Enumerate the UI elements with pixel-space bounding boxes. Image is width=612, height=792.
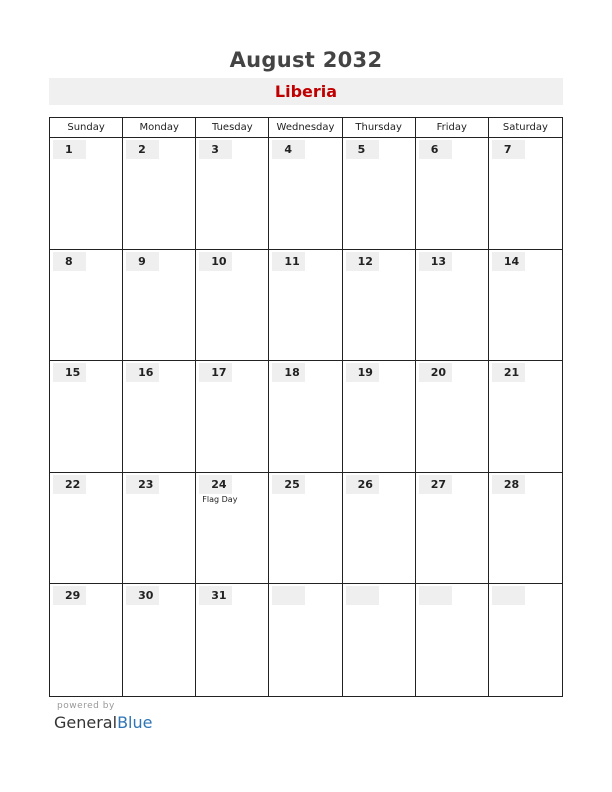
country-name: Liberia bbox=[274, 82, 338, 101]
day-cell[interactable] bbox=[343, 361, 416, 473]
day-cell[interactable] bbox=[343, 138, 416, 250]
brand-general: General bbox=[54, 713, 118, 732]
day-number: 23 bbox=[126, 475, 159, 494]
weekday-header: Wednesday bbox=[269, 118, 342, 138]
day-cell[interactable] bbox=[343, 250, 416, 362]
day-number: 17 bbox=[199, 363, 232, 382]
day-cell[interactable] bbox=[196, 473, 269, 585]
day-cell[interactable] bbox=[416, 250, 489, 362]
day-cell[interactable] bbox=[123, 138, 196, 250]
weekday-header: Friday bbox=[416, 118, 489, 138]
day-number: 22 bbox=[53, 475, 86, 494]
calendar-grid bbox=[49, 117, 563, 697]
empty-day-cell[interactable] bbox=[343, 584, 416, 696]
day-number: 21 bbox=[492, 363, 525, 382]
day-cell[interactable] bbox=[196, 138, 269, 250]
day-cell[interactable] bbox=[123, 584, 196, 696]
day-cell[interactable] bbox=[269, 250, 342, 362]
day-number: 24 bbox=[199, 475, 232, 494]
country-banner bbox=[49, 78, 563, 105]
day-number: 25 bbox=[272, 475, 305, 494]
day-number: 31 bbox=[199, 586, 232, 605]
day-number: 26 bbox=[346, 475, 379, 494]
day-cell[interactable] bbox=[416, 138, 489, 250]
day-number: 27 bbox=[419, 475, 452, 494]
day-cell[interactable] bbox=[269, 473, 342, 585]
day-number: 5 bbox=[346, 140, 379, 159]
powered-by-text: powered by bbox=[57, 701, 115, 711]
day-number: 9 bbox=[126, 252, 159, 271]
day-number: 19 bbox=[346, 363, 379, 382]
weekday-header: Monday bbox=[123, 118, 196, 138]
day-number bbox=[272, 586, 305, 605]
weekday-header: Saturday bbox=[489, 118, 562, 138]
empty-day-cell[interactable] bbox=[416, 584, 489, 696]
day-number: 10 bbox=[199, 252, 232, 271]
day-number: 11 bbox=[272, 252, 305, 271]
calendar-title: August 2032 bbox=[229, 48, 383, 72]
day-cell[interactable] bbox=[123, 361, 196, 473]
day-cell[interactable] bbox=[50, 361, 123, 473]
day-cell[interactable] bbox=[489, 250, 562, 362]
day-cell[interactable] bbox=[489, 361, 562, 473]
empty-day-cell[interactable] bbox=[269, 584, 342, 696]
day-cell[interactable] bbox=[416, 361, 489, 473]
day-number: 3 bbox=[199, 140, 232, 159]
day-number bbox=[419, 586, 452, 605]
day-cell[interactable] bbox=[269, 361, 342, 473]
weekday-header: Sunday bbox=[50, 118, 123, 138]
day-number: 15 bbox=[53, 363, 86, 382]
day-number bbox=[346, 586, 379, 605]
day-cell[interactable] bbox=[416, 473, 489, 585]
day-number: 30 bbox=[126, 586, 159, 605]
day-cell[interactable] bbox=[196, 361, 269, 473]
day-number: 2 bbox=[126, 140, 159, 159]
day-number: 20 bbox=[419, 363, 452, 382]
day-number: 16 bbox=[126, 363, 159, 382]
day-number: 12 bbox=[346, 252, 379, 271]
day-cell[interactable] bbox=[50, 138, 123, 250]
brand-blue: Blue bbox=[117, 713, 153, 732]
day-number: 1 bbox=[53, 140, 86, 159]
day-cell[interactable] bbox=[50, 250, 123, 362]
weekday-header: Tuesday bbox=[196, 118, 269, 138]
day-cell[interactable] bbox=[489, 138, 562, 250]
empty-day-cell[interactable] bbox=[489, 584, 562, 696]
day-cell[interactable] bbox=[196, 584, 269, 696]
day-cell[interactable] bbox=[269, 138, 342, 250]
day-cell[interactable] bbox=[123, 473, 196, 585]
day-cell[interactable] bbox=[123, 250, 196, 362]
day-number: 13 bbox=[419, 252, 452, 271]
day-number: 18 bbox=[272, 363, 305, 382]
day-number bbox=[492, 586, 525, 605]
day-cell[interactable] bbox=[50, 584, 123, 696]
day-number: 6 bbox=[419, 140, 452, 159]
day-cell[interactable] bbox=[343, 473, 416, 585]
weekday-header: Thursday bbox=[343, 118, 416, 138]
day-cell[interactable] bbox=[489, 473, 562, 585]
generalblue-logo[interactable] bbox=[54, 713, 152, 732]
day-number: 4 bbox=[272, 140, 305, 159]
day-cell[interactable] bbox=[50, 473, 123, 585]
day-number: 29 bbox=[53, 586, 86, 605]
day-number: 8 bbox=[53, 252, 86, 271]
holiday-label: Flag Day bbox=[202, 494, 238, 504]
day-number: 28 bbox=[492, 475, 525, 494]
day-cell[interactable] bbox=[196, 250, 269, 362]
day-number: 14 bbox=[492, 252, 525, 271]
day-number: 7 bbox=[492, 140, 525, 159]
